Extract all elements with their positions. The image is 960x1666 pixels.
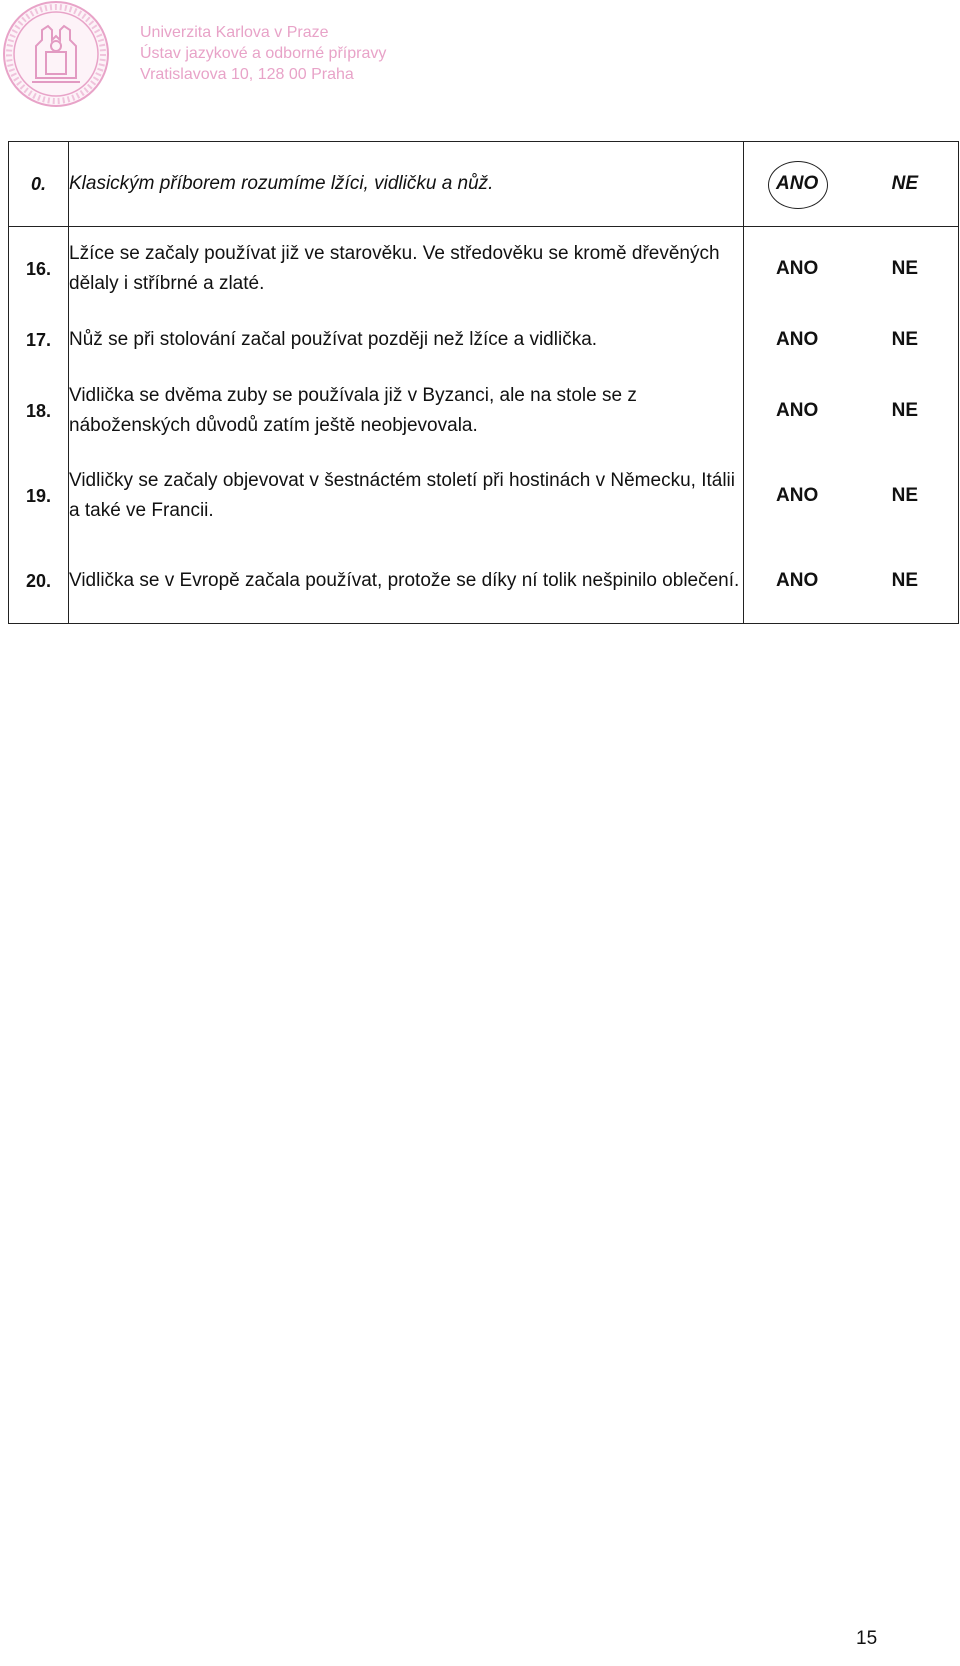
table-row <box>9 142 959 227</box>
table-row <box>9 454 959 539</box>
question-text: Lžíce se začaly používat již ve starověku. Ve středověku se kromě dřevěných dělaly i stříbrné a zlaté. <box>69 227 744 312</box>
page-number: 15 <box>856 1628 878 1649</box>
answer-no-option[interactable]: NE <box>891 400 918 421</box>
question-text: Vidlička se v Evropě začala používat, protože se díky ní tolik nešpinilo oblečení. <box>69 539 744 624</box>
answer-yes-option[interactable]: ANO <box>776 258 819 279</box>
table-row <box>9 227 959 312</box>
question-number: 16. <box>9 227 69 312</box>
table-row <box>9 369 959 454</box>
answer-no-option[interactable]: NE <box>891 329 918 350</box>
institute-address: Vratislavova 10, 128 00 Praha <box>140 66 354 83</box>
question-number: 0. <box>9 142 69 227</box>
question-text: Vidlička se dvěma zuby se používala již v Byzanci, ale na stole se z náboženských důvodů zatím ještě neobjevovala. <box>69 369 744 454</box>
institution-block <box>140 22 386 85</box>
page-header <box>0 0 960 120</box>
answer-cell <box>744 312 959 369</box>
answer-no-option[interactable]: NE <box>891 485 918 506</box>
question-text: Klasickým příborem rozumíme lžíci, vidličku a nůž. <box>69 142 744 227</box>
answer-yes-label: ANO <box>776 173 819 194</box>
answer-no-option[interactable]: NE <box>891 173 918 194</box>
university-seal-logo <box>2 0 110 108</box>
table-row <box>9 539 959 624</box>
answer-no-option[interactable]: NE <box>891 570 918 591</box>
answer-no-option[interactable]: NE <box>891 258 918 279</box>
answer-yes-option[interactable]: ANO <box>776 329 819 350</box>
institute-name: Ústav jazykové a odborné přípravy <box>140 45 387 62</box>
answer-yes-option[interactable]: ANO <box>776 485 819 506</box>
question-number: 18. <box>9 369 69 454</box>
question-text: Vidličky se začaly objevovat v šestnáctém století při hostinách v Německu, Itálii a také ve Francii. <box>69 454 744 539</box>
true-false-table <box>8 141 959 624</box>
table-row <box>9 312 959 369</box>
question-number: 19. <box>9 454 69 539</box>
university-name: Univerzita Karlova v Praze <box>140 24 329 41</box>
answer-cell <box>744 539 959 624</box>
answer-yes-option[interactable]: ANO <box>776 570 819 591</box>
answer-cell <box>744 142 959 227</box>
question-number: 20. <box>9 539 69 624</box>
answer-yes-option[interactable] <box>776 173 818 195</box>
answer-circle-mark <box>768 161 828 209</box>
answer-yes-option[interactable]: ANO <box>776 400 819 421</box>
answer-cell <box>744 454 959 539</box>
question-number: 17. <box>9 312 69 369</box>
answer-cell <box>744 369 959 454</box>
question-text: Nůž se při stolování začal používat později než lžíce a vidlička. <box>69 312 744 369</box>
answer-cell <box>744 227 959 312</box>
